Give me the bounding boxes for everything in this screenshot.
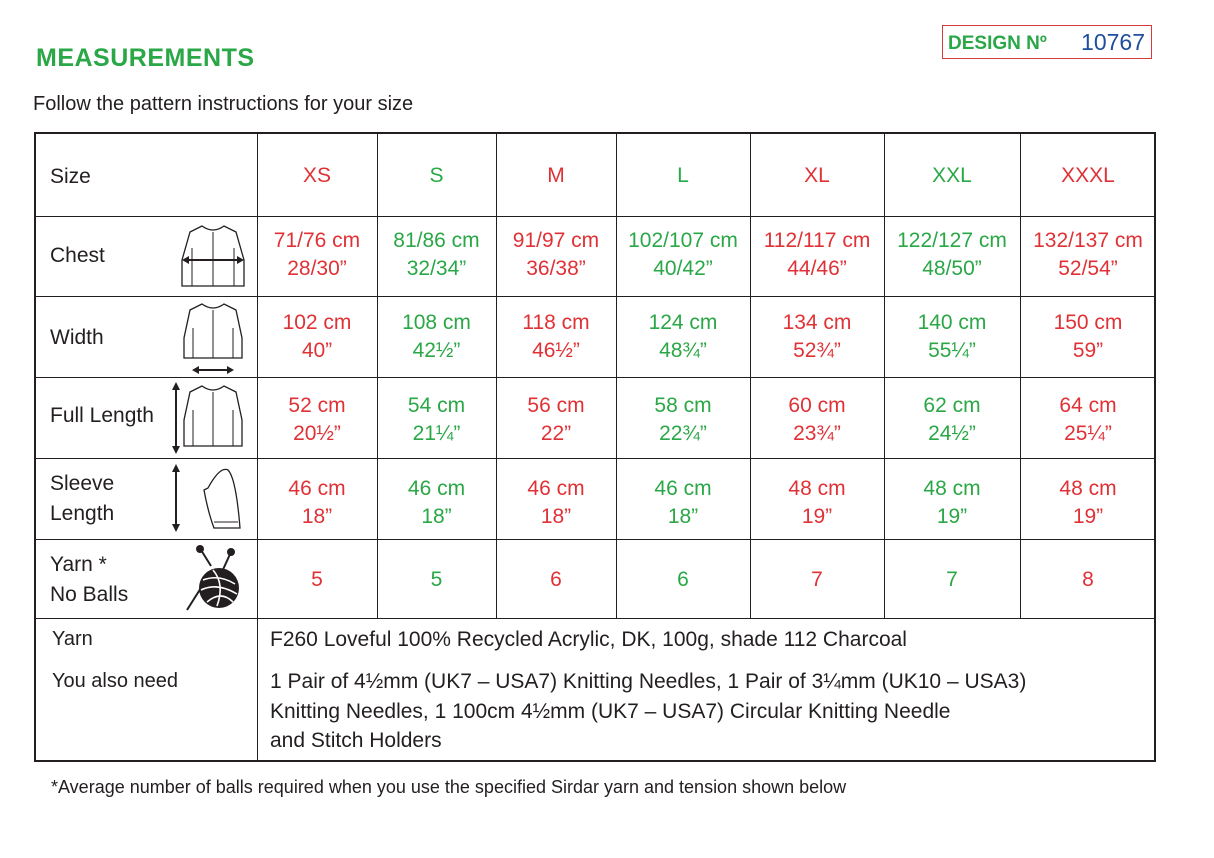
yarn-balls-label: Yarn * No Balls — [50, 553, 129, 606]
sleeve-m-cell: 46 cm 18” — [527, 477, 585, 528]
cardigan-chest-icon — [178, 220, 248, 292]
cardigan-length-icon — [168, 380, 248, 456]
col-divider — [616, 134, 617, 618]
balls-xl-cell: 7 — [811, 568, 823, 591]
measurements-table — [34, 132, 1156, 762]
width-xxxl-cell: 150 cm 59” — [1053, 311, 1123, 362]
size-xxxl: XXXL — [1061, 164, 1115, 187]
sleeve-length-icon — [168, 462, 248, 534]
need-info-label: You also need — [52, 670, 179, 692]
row-divider — [36, 539, 1154, 540]
sleeve-xxl-cell: 48 cm 19” — [923, 477, 981, 528]
size-m: M — [547, 164, 565, 187]
chest-xxl-cell: 122/127 cm 48/50” — [897, 229, 1007, 280]
full-length-label: Full Length — [50, 404, 154, 427]
length-s-cell: 54 cm 21¼” — [407, 394, 466, 445]
chest-label: Chest — [50, 244, 105, 267]
sleeve-xxxl-cell: 48 cm 19” — [1059, 477, 1117, 528]
balls-xxl-cell: 7 — [946, 568, 958, 591]
sleeve-xl-cell: 48 cm 19” — [788, 477, 846, 528]
balls-xxxl-cell: 8 — [1082, 568, 1094, 591]
design-label: DESIGN Nº — [948, 33, 1047, 54]
length-l-cell: 58 cm 22¾” — [654, 394, 712, 445]
need-info-text: 1 Pair of 4½mm (UK7 – USA7) Knitting Needles, 1 Pair of 3¼mm (UK10 – USA3) Knitting Needles, 1 100cm 4½mm (UK7 – USA7) Circular Knitting Needle and Stitch Holders — [270, 670, 1027, 752]
width-xxl-cell: 140 cm 55¼” — [917, 311, 987, 362]
chest-l-cell: 102/107 cm 40/42” — [628, 229, 738, 280]
size-xl: XL — [804, 164, 830, 187]
row-divider — [36, 296, 1154, 297]
length-xxl-cell: 62 cm 24½” — [923, 394, 981, 445]
length-xxxl-cell: 64 cm 25¼” — [1059, 394, 1117, 445]
cardigan-width-icon — [178, 300, 248, 378]
chest-xl-cell: 112/117 cm 44/46” — [763, 229, 871, 280]
size-s: S — [429, 164, 444, 187]
width-xs-cell: 102 cm 40” — [282, 311, 352, 362]
yarn-info-text: F260 Loveful 100% Recycled Acrylic, DK, 100g, shade 112 Charcoal — [270, 628, 907, 651]
chest-xs-cell: 71/76 cm 28/30” — [273, 229, 361, 280]
row-divider — [36, 216, 1154, 217]
chest-m-cell: 91/97 cm 36/38” — [512, 229, 600, 280]
sleeve-xs-cell: 46 cm 18” — [288, 477, 346, 528]
page-subtitle: Follow the pattern instructions for your size — [33, 93, 414, 115]
width-l-cell: 124 cm 48¾” — [648, 311, 718, 362]
width-m-cell: 118 cm 46½” — [522, 311, 590, 362]
sleeve-l-cell: 46 cm 18” — [654, 477, 712, 528]
balls-m-cell: 6 — [550, 568, 562, 591]
width-label: Width — [50, 326, 104, 349]
length-m-cell: 56 cm 22” — [527, 394, 585, 445]
balls-xs-cell: 5 — [311, 568, 323, 591]
yarn-info-label: Yarn — [52, 628, 93, 650]
page-title: MEASUREMENTS — [36, 44, 255, 72]
chest-xxxl-cell: 132/137 cm 52/54” — [1033, 229, 1143, 280]
col-divider — [496, 134, 497, 618]
yarn-ball-icon — [181, 544, 247, 614]
col-divider — [1020, 134, 1021, 618]
row-divider — [36, 458, 1154, 459]
design-number-box — [942, 25, 1152, 59]
footnote: *Average number of balls required when you use the specified Sirdar yarn and tension shown below — [51, 777, 847, 797]
balls-l-cell: 6 — [677, 568, 689, 591]
length-xl-cell: 60 cm 23¾” — [788, 394, 846, 445]
design-number: 10767 — [1081, 29, 1145, 55]
size-label: Size — [50, 165, 91, 188]
size-xxl: XXL — [932, 164, 972, 187]
sleeve-length-label: Sleeve Length — [50, 472, 115, 525]
balls-s-cell: 5 — [430, 568, 443, 591]
row-divider — [36, 618, 1154, 619]
sleeve-s-cell: 46 cm 18” — [407, 477, 466, 528]
size-xs: XS — [302, 164, 331, 187]
width-s-cell: 108 cm 42½” — [402, 311, 471, 362]
col-divider — [377, 134, 378, 618]
col-divider — [884, 134, 885, 618]
length-xs-cell: 52 cm 20½” — [288, 394, 346, 445]
col-divider — [750, 134, 751, 618]
size-l: L — [677, 164, 689, 187]
chest-s-cell: 81/86 cm 32/34” — [393, 229, 480, 280]
width-xl-cell: 134 cm 52¾” — [782, 311, 852, 362]
